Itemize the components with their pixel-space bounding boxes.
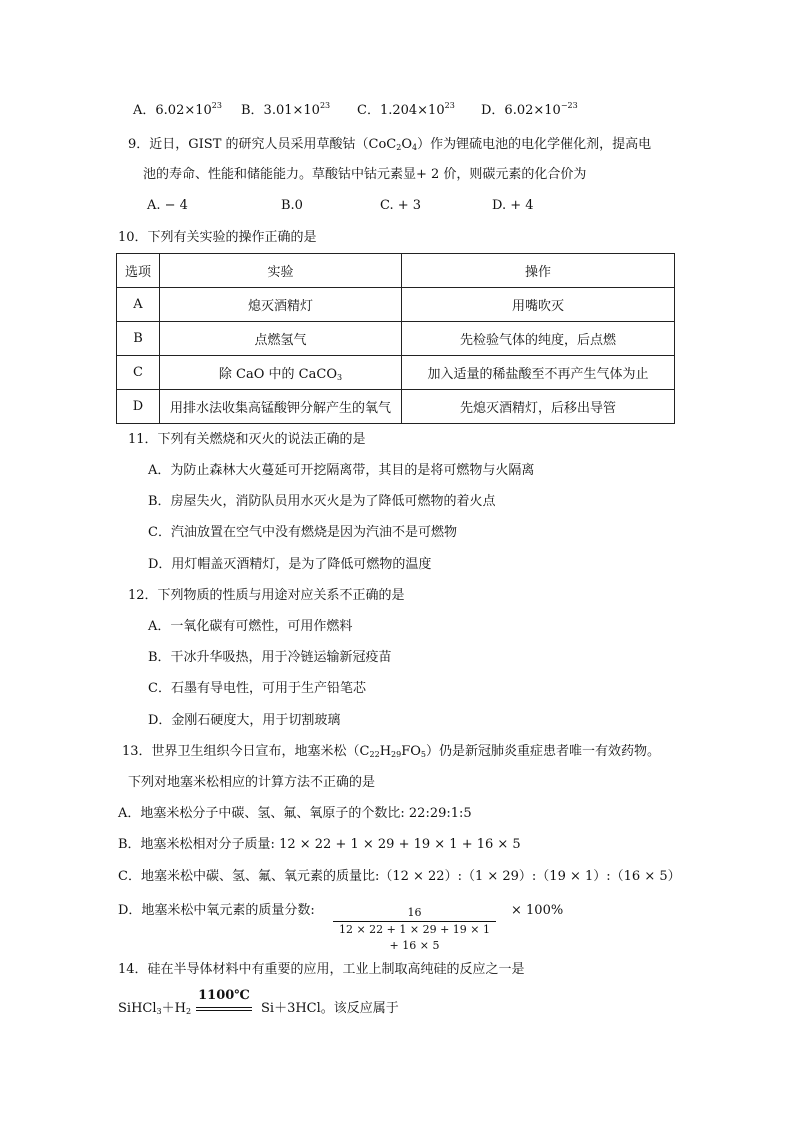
reaction-equals-sign <box>196 1007 252 1011</box>
q11-option-b: B．房屋失火，消防队员用水灭火是为了降低可燃物的着火点 <box>148 494 496 509</box>
table-cell: B <box>117 322 160 356</box>
table-row <box>117 322 675 356</box>
mass-fraction-formula <box>333 905 496 954</box>
q12-option-a: A．一氧化碳有可燃性，可用作燃料 <box>148 619 353 634</box>
table-row <box>117 288 675 322</box>
q8-option-b: B．$3.01\times 10^{23}$ <box>241 101 331 118</box>
q9-stem-line2: 池的寿命、性能和储能能力。草酸钴中钴元素显+ 2 价，则碳元素的化合价为 <box>143 167 587 182</box>
table-header-cell: 选项 <box>117 254 160 288</box>
q11-option-a: A．为防止森林大火蔓延可开挖隔离带，其目的是将可燃物与火隔离 <box>148 463 535 478</box>
q13-stem-line2: 下列对地塞米松相应的计算方法不正确的是 <box>128 775 376 790</box>
q12-option-b: B．干冰升华吸热，用于冷链运输新冠疫苗 <box>148 650 392 665</box>
percent-factor: × 100% <box>511 903 564 918</box>
q11-option-c: C．汽油放置在空气中没有燃烧是因为汽油不是可燃物 <box>148 525 457 540</box>
table-cell: 用排水法收集高锰酸钾分解产生的氧气 <box>160 390 402 424</box>
table-cell: D <box>117 390 160 424</box>
table-row <box>117 356 675 390</box>
reaction-reactants: $SiHCl_3+H_2$ <box>118 1001 192 1016</box>
table-cell: 熄灭酒精灯 <box>160 288 402 322</box>
q13-option-a: A．地塞米松分子中碳、氢、氟、氧原子的个数比: 22:29:1:5 <box>118 806 472 821</box>
q13-option-d: D．地塞米松中氧元素的质量分数: <box>118 903 315 918</box>
fraction-numerator: 16 <box>407 906 422 919</box>
reaction-products: Si＋3HCl。该反应属于 <box>261 1001 399 1016</box>
table-cell: 先检验气体的纯度，后点燃 <box>402 322 675 356</box>
q14-stem: 14．硅在半导体材料中有重要的应用，工业上制取高纯硅的反应之一是 <box>118 962 525 977</box>
q8-option-c: C．$1.204\times 10^{23}$ <box>357 101 455 118</box>
table-header-cell: 操作 <box>402 254 675 288</box>
reaction-temperature: 1100℃ <box>198 988 250 1003</box>
q9-option-a: A. − 4 <box>147 198 188 213</box>
q9-option-b: B.0 <box>281 198 303 213</box>
table-row <box>117 390 675 424</box>
table-cell: 点燃氢气 <box>160 322 402 356</box>
q12-option-d: D．金刚石硬度大，用于切割玻璃 <box>148 713 341 728</box>
table-header-row <box>117 254 675 288</box>
q11-option-d: D．用灯帽盖灭酒精灯，是为了降低可燃物的温度 <box>148 557 432 572</box>
table-header-cell: 实验 <box>160 254 402 288</box>
q9-option-c: C. + 3 <box>380 198 422 213</box>
q9-stem-line1: 9．近日，GIST 的研究人员采用草酸钴$(CoC_2O_4)$作为锂硫电池的电化学催化剂，提高电 <box>128 137 652 152</box>
table-cell: 用嘴吹灭 <box>402 288 675 322</box>
table-cell: 除 CaO 中的 CaCO$_3$ <box>160 356 402 390</box>
q10-stem: 10．下列有关实验的操作正确的是 <box>118 230 317 245</box>
table-cell: C <box>117 356 160 390</box>
q13-option-b: B．地塞米松相对分子质量: 12 × 22 + 1 × 29 + 19 × 1 + 16 × 5 <box>118 837 521 852</box>
q12-stem: 12．下列物质的性质与用途对应关系不正确的是 <box>128 588 405 603</box>
q11-stem: 11．下列有关燃烧和灭火的说法正确的是 <box>128 432 366 447</box>
table-cell: 先熄灭酒精灯，后移出导管 <box>402 390 675 424</box>
fraction-denominator: 12 × 22 + 1 × 29 + 19 × 1 + 16 × 5 <box>338 923 491 952</box>
q8-option-a: A．$6.02\times 10^{23}$ <box>133 101 222 118</box>
q10-table <box>116 253 675 424</box>
q13-option-c: C．地塞米松中碳、氢、氟、氧元素的质量比:（12 × 22）:（1 × 29）:（19 × 1）:（16 × 5） <box>118 869 681 884</box>
table-cell: 加入适量的稀盐酸至不再产生气体为止 <box>402 356 675 390</box>
q13-stem-line1: 13．世界卫生组织今日宣布，地塞米松$(C_{22}H_{29}FO_5)$仍是新冠肺炎重症患者唯一有效药物。 <box>122 744 661 759</box>
q9-option-d: D. + 4 <box>492 198 534 213</box>
q8-option-d: D．$6.02\times 10^{-23}$ <box>481 101 578 118</box>
table-cell: A <box>117 288 160 322</box>
reaction-condition <box>196 988 252 1011</box>
q12-option-c: C．石墨有导电性，可用于生产铅笔芯 <box>148 681 366 696</box>
